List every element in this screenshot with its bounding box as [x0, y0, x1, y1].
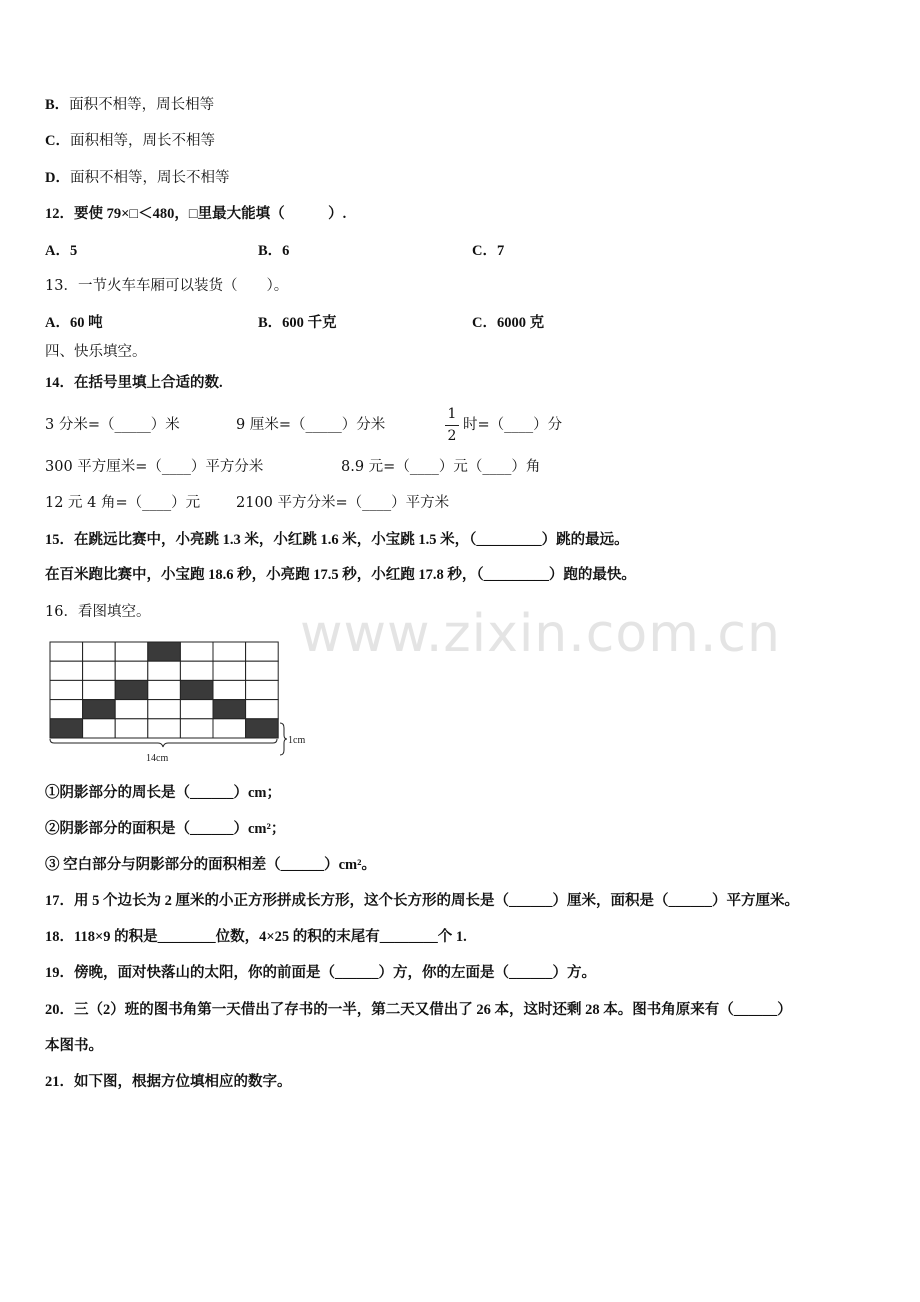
shaded-cell [180, 680, 213, 699]
option-c [45, 131, 215, 151]
blank-cell [246, 700, 279, 719]
fraction-denominator: 2 [447, 428, 457, 444]
blank-cell [180, 719, 213, 738]
blank-cell [148, 719, 181, 738]
q14-item: 3 分米=（_____）米 [45, 417, 180, 433]
option-b [45, 95, 214, 115]
blank-cell [83, 642, 116, 661]
option-letter: B． [258, 243, 283, 259]
question-13: 13．一节火车车厢可以装货（ ）。 [45, 278, 289, 294]
blank-cell [115, 719, 148, 738]
blank-cell [50, 680, 83, 699]
option-letter: D． [45, 170, 70, 186]
option-text: 6 [282, 243, 290, 259]
option-text: 60 吨 [69, 315, 103, 331]
shaded-cell [148, 642, 181, 661]
option-letter: B． [258, 315, 283, 331]
blank-cell [115, 642, 148, 661]
question-16-sub2: ②阴影部分的面积是（______）cm²； [45, 821, 286, 837]
q14-item: 300 平方厘米=（____）平方分米 [45, 459, 264, 475]
question-16-sub3: ③ 空白部分与阴影部分的面积相差（______）cm²。 [45, 857, 376, 873]
question-15-line1: 15．在跳远比赛中，小亮跳 1.3 米，小红跳 1.6 米，小宝跳 1.5 米，（_________）跳的最远。 [45, 532, 629, 548]
question-20-line1: 20．三（2）班的图书角第一天借出了存书的一半，第二天又借出了 26 本，这时还剩 28 本。图书角原来有（______） [45, 1002, 792, 1018]
blank-cell [180, 700, 213, 719]
blank-cell [83, 719, 116, 738]
blank-cell [50, 661, 83, 680]
shaded-cell [50, 719, 83, 738]
question-19: 19．傍晚，面对快落山的太阳，你的前面是（______）方，你的左面是（______）方。 [45, 965, 596, 981]
q14-item: 9 厘米=（_____）分米 [236, 417, 386, 433]
q12-option-c [472, 241, 504, 261]
height-brace [280, 723, 287, 755]
q14-item: 时=（____）分 [463, 417, 563, 433]
blank-cell [83, 680, 116, 699]
question-21: 21．如下图，根据方位填相应的数字。 [45, 1074, 292, 1090]
watermark: www.zixin.com.cn [300, 604, 781, 664]
option-text: 面积相等，周长不相等 [69, 133, 215, 149]
q13-option-a [45, 313, 103, 333]
blank-cell [148, 661, 181, 680]
q12-option-a [45, 241, 77, 261]
question-16: 16．看图填空。 [45, 604, 151, 620]
option-text: 7 [496, 243, 505, 259]
blank-cell [213, 642, 246, 661]
blank-cell [246, 661, 279, 680]
question-20-line2: 本图书。 [45, 1038, 103, 1054]
fraction-bar [445, 425, 459, 426]
option-letter: A． [45, 315, 70, 331]
question-18: 18．118×9 的积是________位数，4×25 的积的末尾有________个 1. [45, 929, 467, 945]
option-letter: C． [472, 243, 497, 259]
option-text: 6000 克 [496, 315, 545, 331]
grid-figure [48, 640, 318, 766]
option-text: 面积不相等，周长不相等 [69, 170, 230, 186]
blank-cell [180, 642, 213, 661]
question-12: 12．要使 79×□＜480，□里最大能填（ ）. [45, 206, 347, 222]
option-letter: C． [45, 133, 70, 149]
q12-option-b [258, 241, 289, 261]
q14-item: 12 元 4 角=（____）元 [45, 495, 201, 511]
blank-cell [180, 661, 213, 680]
option-letter: A． [45, 243, 70, 259]
shaded-cell [83, 700, 116, 719]
question-16-sub1: ①阴影部分的周长是（______）cm； [45, 785, 282, 801]
blank-cell [246, 642, 279, 661]
width-label: 14cm [146, 753, 169, 764]
option-letter: C． [472, 315, 497, 331]
q14-item: 8.9 元=（____）元（____）角 [341, 459, 541, 475]
option-text: 5 [69, 243, 78, 259]
fraction-numerator: 1 [447, 406, 457, 422]
q14-item: 2100 平方分米=（____）平方米 [236, 495, 450, 511]
height-label: 1cm [288, 735, 306, 746]
blank-cell [213, 661, 246, 680]
blank-cell [50, 700, 83, 719]
blank-cell [148, 700, 181, 719]
blank-cell [115, 700, 148, 719]
blank-cell [213, 719, 246, 738]
question-15-line2: 在百米跑比赛中，小宝跑 18.6 秒，小亮跑 17.5 秒，小红跑 17.8 秒，（_________）跑的最快。 [45, 567, 636, 583]
question-14: 14．在括号里填上合适的数. [45, 375, 223, 391]
blank-cell [246, 680, 279, 699]
shaded-cell [246, 719, 279, 738]
option-letter: B． [45, 97, 70, 113]
shaded-cell [115, 680, 148, 699]
option-text: 面积不相等，周长相等 [69, 97, 215, 113]
q13-option-b [258, 313, 337, 333]
section-heading: 四、快乐填空。 [45, 344, 147, 360]
shaded-cell [213, 700, 246, 719]
blank-cell [83, 661, 116, 680]
blank-cell [50, 642, 83, 661]
blank-cell [213, 680, 246, 699]
question-17: 17．用 5 个边长为 2 厘米的小正方形拼成长方形，这个长方形的周长是（______）厘米，面积是（______）平方厘米。 [45, 893, 799, 909]
width-brace [50, 739, 277, 747]
blank-cell [148, 680, 181, 699]
q13-option-c [472, 313, 544, 333]
option-text: 600 千克 [282, 315, 337, 331]
option-d [45, 168, 229, 188]
blank-cell [115, 661, 148, 680]
